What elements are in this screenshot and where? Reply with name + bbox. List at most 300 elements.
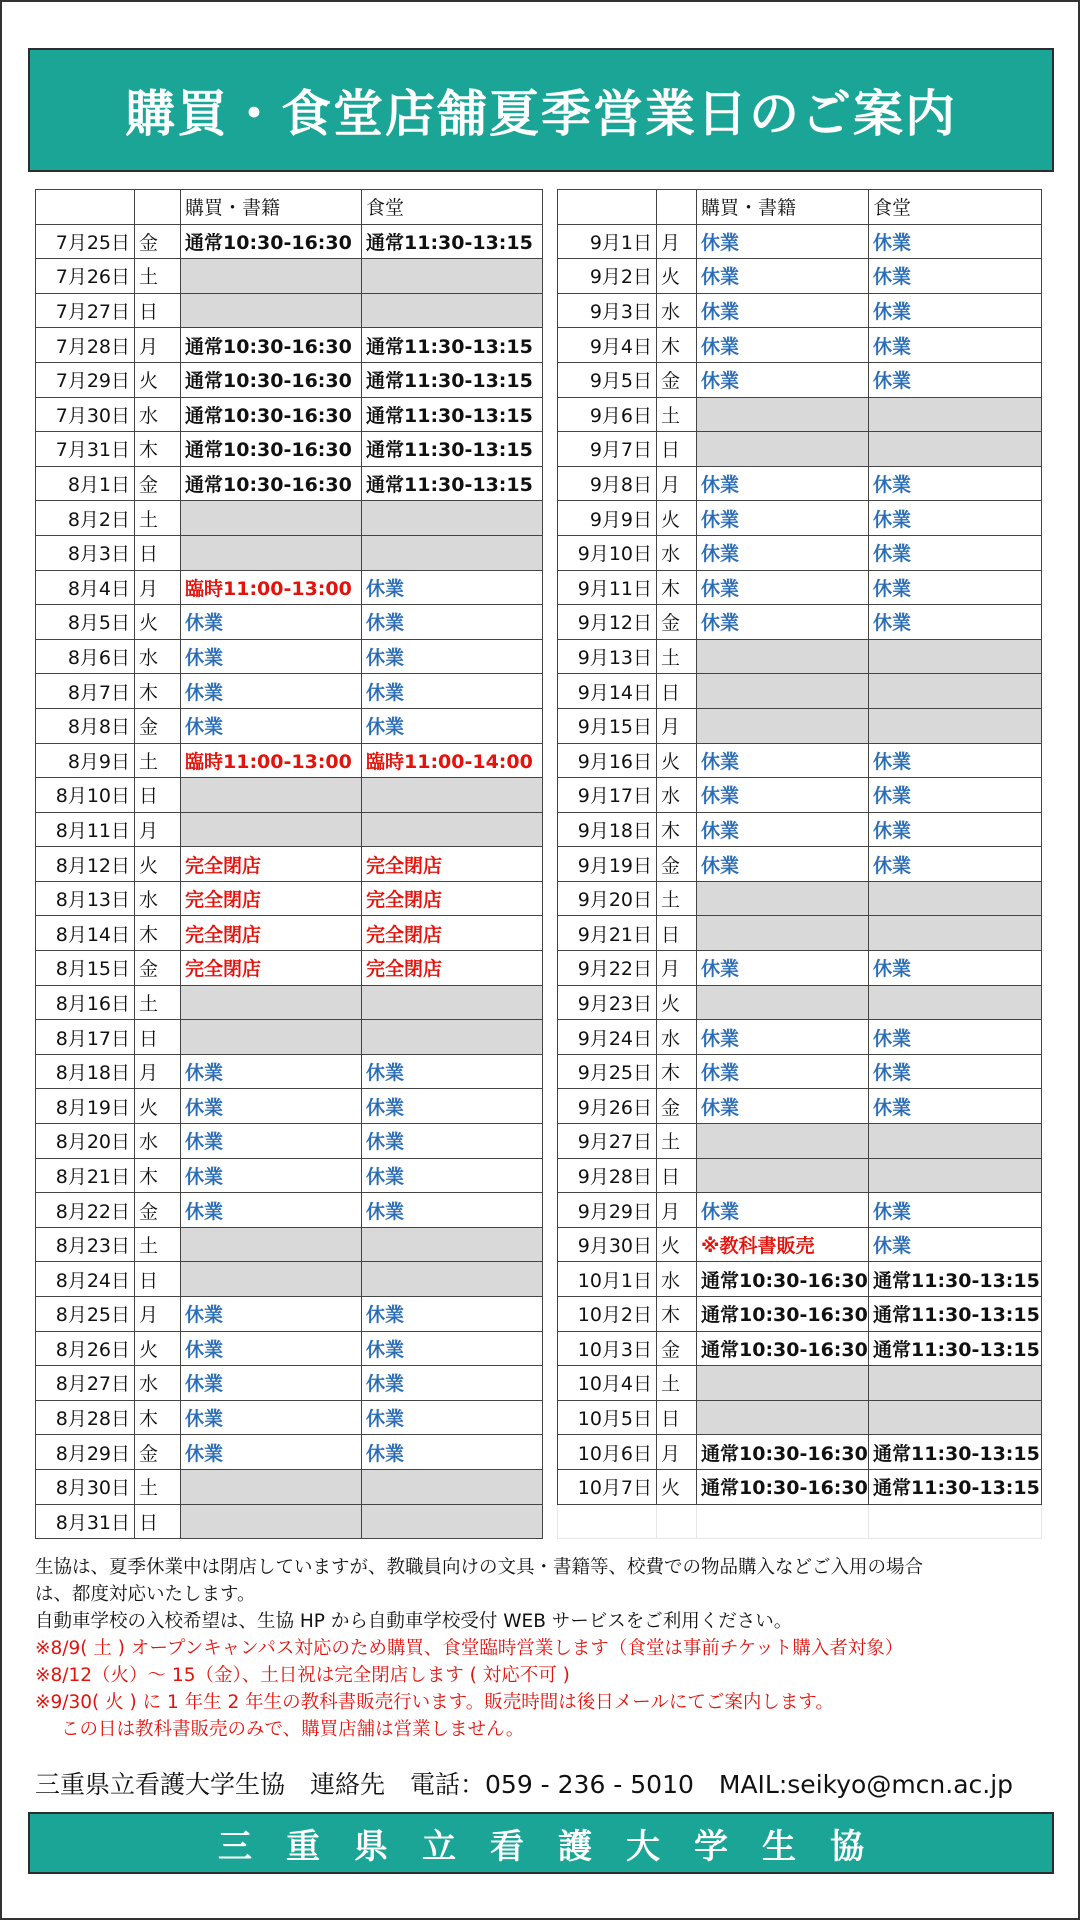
- cafeteria-status-cell: 休業: [362, 1297, 543, 1332]
- shop-status-cell: 休業: [181, 639, 362, 674]
- table-row: [36, 916, 543, 951]
- empty-row: [558, 1504, 1042, 1539]
- weekday-cell: 火: [135, 605, 181, 640]
- shop-status-cell: 休業: [697, 951, 869, 986]
- date-cell: 10月5日: [558, 1400, 657, 1435]
- weekday-cell: 土: [135, 743, 181, 778]
- table-row: [36, 847, 543, 882]
- date-cell: 9月13日: [558, 639, 657, 674]
- empty-cell: [558, 1504, 657, 1539]
- table-row: [558, 1193, 1042, 1228]
- weekday-cell: 水: [657, 293, 697, 328]
- date-cell: 9月22日: [558, 951, 657, 986]
- weekday-cell: 水: [657, 1020, 697, 1055]
- weekday-cell: 月: [657, 1193, 697, 1228]
- cafeteria-status-cell: 休業: [362, 1331, 543, 1366]
- shop-status-cell: 休業: [697, 501, 869, 536]
- table-row: [36, 985, 543, 1020]
- weekday-cell: 金: [135, 951, 181, 986]
- weekday-cell: 月: [135, 1054, 181, 1089]
- weekday-cell: 月: [135, 570, 181, 605]
- date-cell: 8月9日: [36, 743, 135, 778]
- weekday-cell: 月: [135, 1297, 181, 1332]
- weekday-cell: 土: [135, 501, 181, 536]
- cafeteria-status-cell: [362, 535, 543, 570]
- shop-status-cell: 休業: [697, 328, 869, 363]
- cafeteria-status-cell: 休業: [362, 1158, 543, 1193]
- weekday-cell: 土: [657, 639, 697, 674]
- shop-status-cell: [697, 1400, 869, 1435]
- table-header-row: [558, 190, 1042, 225]
- table-row: [36, 1124, 543, 1159]
- shop-status-cell: 休業: [181, 1331, 362, 1366]
- date-cell: 8月19日: [36, 1089, 135, 1124]
- cafeteria-status-cell: [362, 1020, 543, 1055]
- date-cell: 9月2日: [558, 259, 657, 294]
- date-cell: 9月25日: [558, 1054, 657, 1089]
- cafeteria-status-cell: 通常11:30-13:15: [362, 397, 543, 432]
- weekday-cell: 月: [657, 708, 697, 743]
- date-cell: 7月25日: [36, 224, 135, 259]
- date-cell: 9月10日: [558, 535, 657, 570]
- date-cell: 9月15日: [558, 708, 657, 743]
- shop-status-cell: 休業: [181, 708, 362, 743]
- weekday-cell: 木: [657, 328, 697, 363]
- shop-status-cell: 通常10:30-16:30: [181, 432, 362, 467]
- cafeteria-status-cell: 休業: [869, 1020, 1042, 1055]
- date-cell: 8月24日: [36, 1262, 135, 1297]
- date-cell: 8月26日: [36, 1331, 135, 1366]
- cafeteria-status-cell: 完全閉店: [362, 951, 543, 986]
- shop-status-cell: [697, 881, 869, 916]
- cafeteria-status-cell: 休業: [869, 224, 1042, 259]
- weekday-cell: 金: [135, 708, 181, 743]
- cafeteria-status-cell: 休業: [869, 466, 1042, 501]
- table-row: [558, 778, 1042, 813]
- table-header-row: [36, 190, 543, 225]
- table-row: [36, 362, 543, 397]
- table-row: [558, 1054, 1042, 1089]
- cafeteria-status-cell: 休業: [869, 812, 1042, 847]
- table-row: [558, 362, 1042, 397]
- date-cell: 8月23日: [36, 1227, 135, 1262]
- contact-info: 三重県立看護大学生協 連絡先 電話：059 - 236 - 5010 MAIL:seikyo@mcn.ac.jp: [35, 1770, 1014, 1799]
- date-cell: 9月24日: [558, 1020, 657, 1055]
- date-cell: 7月28日: [36, 328, 135, 363]
- cafeteria-status-cell: [869, 708, 1042, 743]
- table-row: [36, 1504, 543, 1539]
- shop-status-cell: [181, 259, 362, 294]
- table-row: [36, 881, 543, 916]
- weekday-cell: 日: [657, 674, 697, 709]
- header-shop: 購買・書籍: [697, 190, 869, 225]
- date-cell: 9月11日: [558, 570, 657, 605]
- shop-status-cell: 休業: [697, 1020, 869, 1055]
- table-row: [36, 639, 543, 674]
- cafeteria-status-cell: 休業: [362, 639, 543, 674]
- table-row: [36, 1054, 543, 1089]
- cafeteria-status-cell: [362, 812, 543, 847]
- shop-status-cell: 休業: [697, 362, 869, 397]
- weekday-cell: 月: [657, 466, 697, 501]
- table-row: [558, 674, 1042, 709]
- weekday-cell: 金: [135, 1435, 181, 1470]
- weekday-cell: 日: [657, 1400, 697, 1435]
- table-row: [36, 293, 543, 328]
- table-row: [558, 397, 1042, 432]
- cafeteria-status-cell: 休業: [869, 1227, 1042, 1262]
- shop-status-cell: 休業: [697, 847, 869, 882]
- weekday-cell: 水: [657, 778, 697, 813]
- date-cell: 8月10日: [36, 778, 135, 813]
- cafeteria-status-cell: [362, 1262, 543, 1297]
- cafeteria-status-cell: 休業: [362, 570, 543, 605]
- weekday-cell: 火: [657, 1227, 697, 1262]
- shop-status-cell: [181, 535, 362, 570]
- weekday-cell: 火: [657, 985, 697, 1020]
- table-row: [36, 1331, 543, 1366]
- shop-status-cell: 臨時11:00-13:00: [181, 570, 362, 605]
- date-cell: 8月29日: [36, 1435, 135, 1470]
- table-row: [558, 1297, 1042, 1332]
- table-row: [558, 1124, 1042, 1159]
- date-cell: 8月27日: [36, 1366, 135, 1401]
- shop-status-cell: 休業: [697, 259, 869, 294]
- shop-status-cell: [697, 432, 869, 467]
- table-row: [558, 466, 1042, 501]
- table-row: [558, 293, 1042, 328]
- weekday-cell: 木: [135, 432, 181, 467]
- date-cell: 8月12日: [36, 847, 135, 882]
- title-banner: [28, 48, 1054, 172]
- date-cell: 8月13日: [36, 881, 135, 916]
- cafeteria-status-cell: 通常11:30-13:15: [362, 362, 543, 397]
- date-cell: 8月30日: [36, 1469, 135, 1504]
- table-row: [558, 224, 1042, 259]
- note-line: 自動車学校の入校希望は、生協 HP から自動車学校受付 WEB サービスをご利用ください。: [35, 1611, 793, 1632]
- date-cell: 9月19日: [558, 847, 657, 882]
- shop-status-cell: ※教科書販売: [697, 1227, 869, 1262]
- table-row: [36, 1020, 543, 1055]
- cafeteria-status-cell: [869, 1158, 1042, 1193]
- date-cell: 7月29日: [36, 362, 135, 397]
- date-cell: 8月5日: [36, 605, 135, 640]
- table-row: [558, 1262, 1042, 1297]
- table-row: [558, 501, 1042, 536]
- cafeteria-status-cell: [869, 985, 1042, 1020]
- table-row: [36, 1227, 543, 1262]
- shop-status-cell: 休業: [697, 466, 869, 501]
- weekday-cell: 月: [135, 328, 181, 363]
- header-cafeteria: 食堂: [869, 190, 1042, 225]
- header-date: [558, 190, 657, 225]
- empty-cell: [869, 1504, 1042, 1539]
- weekday-cell: 土: [657, 1124, 697, 1159]
- date-cell: 10月6日: [558, 1435, 657, 1470]
- shop-status-cell: 通常10:30-16:30: [181, 224, 362, 259]
- shop-status-cell: 休業: [181, 1054, 362, 1089]
- table-row: [36, 570, 543, 605]
- date-cell: 9月6日: [558, 397, 657, 432]
- cafeteria-status-cell: [362, 259, 543, 294]
- date-cell: 7月26日: [36, 259, 135, 294]
- cafeteria-status-cell: 休業: [362, 605, 543, 640]
- table-row: [36, 501, 543, 536]
- table-row: [36, 466, 543, 501]
- cafeteria-status-cell: 休業: [362, 708, 543, 743]
- footer-org-name: 三重県立看護大学生協: [218, 1826, 898, 1867]
- table-row: [36, 743, 543, 778]
- shop-status-cell: [697, 985, 869, 1020]
- date-cell: 8月7日: [36, 674, 135, 709]
- table-row: [558, 847, 1042, 882]
- table-row: [36, 674, 543, 709]
- date-cell: 9月28日: [558, 1158, 657, 1193]
- weekday-cell: 土: [135, 985, 181, 1020]
- weekday-cell: 日: [135, 293, 181, 328]
- weekday-cell: 日: [657, 1158, 697, 1193]
- date-cell: 8月21日: [36, 1158, 135, 1193]
- table-row: [558, 1158, 1042, 1193]
- weekday-cell: 土: [657, 1366, 697, 1401]
- weekday-cell: 水: [657, 1262, 697, 1297]
- date-cell: 9月18日: [558, 812, 657, 847]
- cafeteria-status-cell: 休業: [869, 328, 1042, 363]
- shop-status-cell: 休業: [697, 293, 869, 328]
- cafeteria-status-cell: [362, 985, 543, 1020]
- date-cell: 9月21日: [558, 916, 657, 951]
- weekday-cell: 日: [657, 916, 697, 951]
- weekday-cell: 火: [657, 259, 697, 294]
- date-cell: 9月20日: [558, 881, 657, 916]
- date-cell: 8月25日: [36, 1297, 135, 1332]
- cafeteria-status-cell: [362, 501, 543, 536]
- weekday-cell: 日: [135, 1020, 181, 1055]
- shop-status-cell: 臨時11:00-13:00: [181, 743, 362, 778]
- table-row: [36, 778, 543, 813]
- notes-section: [35, 1554, 1050, 1743]
- table-row: [558, 570, 1042, 605]
- cafeteria-status-cell: 休業: [869, 1089, 1042, 1124]
- shop-status-cell: 完全閉店: [181, 847, 362, 882]
- shop-status-cell: [697, 916, 869, 951]
- cafeteria-status-cell: [362, 1469, 543, 1504]
- cafeteria-status-cell: 休業: [362, 1193, 543, 1228]
- cafeteria-status-cell: 休業: [869, 501, 1042, 536]
- shop-status-cell: 通常10:30-16:30: [181, 397, 362, 432]
- shop-status-cell: 通常10:30-16:30: [181, 328, 362, 363]
- schedule-table-left: [35, 189, 543, 1539]
- cafeteria-status-cell: 休業: [869, 1193, 1042, 1228]
- weekday-cell: 火: [135, 1089, 181, 1124]
- footer-banner: [28, 1812, 1054, 1874]
- cafeteria-status-cell: 休業: [869, 259, 1042, 294]
- date-cell: 10月2日: [558, 1297, 657, 1332]
- weekday-cell: 金: [657, 605, 697, 640]
- shop-status-cell: 通常10:30-16:30: [697, 1331, 869, 1366]
- date-cell: 8月28日: [36, 1400, 135, 1435]
- cafeteria-status-cell: 休業: [869, 570, 1042, 605]
- weekday-cell: 日: [135, 535, 181, 570]
- table-row: [36, 259, 543, 294]
- note-line: は、都度対応いたします。: [35, 1584, 256, 1605]
- weekday-cell: 火: [657, 743, 697, 778]
- date-cell: 7月30日: [36, 397, 135, 432]
- table-row: [558, 1331, 1042, 1366]
- shop-status-cell: 完全閉店: [181, 881, 362, 916]
- weekday-cell: 木: [657, 1297, 697, 1332]
- date-cell: 9月4日: [558, 328, 657, 363]
- cafeteria-status-cell: [869, 1366, 1042, 1401]
- weekday-cell: 金: [135, 224, 181, 259]
- date-cell: 8月18日: [36, 1054, 135, 1089]
- table-row: [36, 1193, 543, 1228]
- cafeteria-status-cell: 臨時11:00-14:00: [362, 743, 543, 778]
- header-cafeteria: 食堂: [362, 190, 543, 225]
- shop-status-cell: [181, 293, 362, 328]
- date-cell: 9月7日: [558, 432, 657, 467]
- shop-status-cell: 休業: [697, 570, 869, 605]
- table-row: [36, 1158, 543, 1193]
- date-cell: 8月11日: [36, 812, 135, 847]
- weekday-cell: 金: [657, 1089, 697, 1124]
- cafeteria-status-cell: [869, 639, 1042, 674]
- table-row: [558, 639, 1042, 674]
- table-row: [558, 1400, 1042, 1435]
- date-cell: 10月7日: [558, 1469, 657, 1504]
- cafeteria-status-cell: [869, 881, 1042, 916]
- weekday-cell: 土: [135, 1227, 181, 1262]
- shop-status-cell: [697, 397, 869, 432]
- cafeteria-status-cell: 通常11:30-13:15: [869, 1331, 1042, 1366]
- shop-status-cell: [181, 501, 362, 536]
- cafeteria-status-cell: 休業: [869, 951, 1042, 986]
- weekday-cell: 水: [135, 1366, 181, 1401]
- note-line: 生協は、夏季休業中は閉店していますが、教職員向けの文具・書籍等、校費での物品購入などご入用の場合: [35, 1557, 924, 1578]
- table-row: [36, 1435, 543, 1470]
- date-cell: 7月31日: [36, 432, 135, 467]
- weekday-cell: 木: [135, 1158, 181, 1193]
- cafeteria-status-cell: 休業: [362, 1124, 543, 1159]
- cafeteria-status-cell: 休業: [869, 605, 1042, 640]
- shop-status-cell: 休業: [181, 605, 362, 640]
- shop-status-cell: 休業: [697, 535, 869, 570]
- date-cell: 9月26日: [558, 1089, 657, 1124]
- weekday-cell: 水: [657, 535, 697, 570]
- shop-status-cell: 休業: [697, 812, 869, 847]
- shop-status-cell: [181, 812, 362, 847]
- cafeteria-status-cell: 通常11:30-13:15: [362, 466, 543, 501]
- note-textbook-sale: ※9/30( 火 ) に 1 年生 2 年生の教科書販売行います。販売時間は後日メールにてご案内します。: [35, 1692, 834, 1713]
- cafeteria-status-cell: 完全閉店: [362, 881, 543, 916]
- table-row: [36, 1089, 543, 1124]
- shop-status-cell: [697, 1366, 869, 1401]
- shop-status-cell: 休業: [697, 224, 869, 259]
- shop-status-cell: 休業: [697, 1193, 869, 1228]
- shop-status-cell: [181, 1227, 362, 1262]
- cafeteria-status-cell: 完全閉店: [362, 847, 543, 882]
- shop-status-cell: [181, 1469, 362, 1504]
- weekday-cell: 土: [657, 397, 697, 432]
- cafeteria-status-cell: 休業: [869, 1054, 1042, 1089]
- date-cell: 9月9日: [558, 501, 657, 536]
- date-cell: 10月3日: [558, 1331, 657, 1366]
- date-cell: 9月14日: [558, 674, 657, 709]
- header-date: [36, 190, 135, 225]
- table-row: [558, 1435, 1042, 1470]
- shop-status-cell: 休業: [181, 1124, 362, 1159]
- cafeteria-status-cell: 休業: [362, 1089, 543, 1124]
- weekday-cell: 月: [657, 1435, 697, 1470]
- weekday-cell: 金: [657, 362, 697, 397]
- date-cell: 9月12日: [558, 605, 657, 640]
- cafeteria-status-cell: [869, 674, 1042, 709]
- weekday-cell: 木: [135, 916, 181, 951]
- cafeteria-status-cell: 休業: [869, 778, 1042, 813]
- table-row: [36, 397, 543, 432]
- cafeteria-status-cell: [362, 293, 543, 328]
- shop-status-cell: [697, 639, 869, 674]
- cafeteria-status-cell: 休業: [362, 1366, 543, 1401]
- cafeteria-status-cell: 休業: [869, 293, 1042, 328]
- weekday-cell: 日: [657, 432, 697, 467]
- table-row: [558, 1469, 1042, 1504]
- shop-status-cell: 完全閉店: [181, 951, 362, 986]
- weekday-cell: 土: [135, 259, 181, 294]
- weekday-cell: 土: [657, 881, 697, 916]
- weekday-cell: 金: [135, 1193, 181, 1228]
- shop-status-cell: [181, 1504, 362, 1539]
- cafeteria-status-cell: 休業: [362, 1435, 543, 1470]
- date-cell: 8月4日: [36, 570, 135, 605]
- shop-status-cell: 休業: [181, 674, 362, 709]
- date-cell: 8月14日: [36, 916, 135, 951]
- weekday-cell: 水: [135, 881, 181, 916]
- table-row: [36, 224, 543, 259]
- shop-status-cell: [181, 778, 362, 813]
- note-open-campus: ※8/9( 土 ) オープンキャンパス対応のため購買、食堂臨時営業します（食堂は事前チケット購入者対象）: [35, 1638, 904, 1659]
- cafeteria-status-cell: 休業: [869, 847, 1042, 882]
- weekday-cell: 月: [657, 224, 697, 259]
- date-cell: 9月16日: [558, 743, 657, 778]
- cafeteria-status-cell: [869, 1400, 1042, 1435]
- weekday-cell: 木: [657, 812, 697, 847]
- date-cell: 8月31日: [36, 1504, 135, 1539]
- date-cell: 9月23日: [558, 985, 657, 1020]
- shop-status-cell: 休業: [181, 1297, 362, 1332]
- date-cell: 10月1日: [558, 1262, 657, 1297]
- date-cell: 9月1日: [558, 224, 657, 259]
- date-cell: 7月27日: [36, 293, 135, 328]
- cafeteria-status-cell: 休業: [869, 535, 1042, 570]
- shop-status-cell: [181, 985, 362, 1020]
- cafeteria-status-cell: 通常11:30-13:15: [869, 1297, 1042, 1332]
- empty-cell: [697, 1504, 869, 1539]
- page-title: 購買・食堂店舗夏季営業日のご案内: [125, 85, 957, 143]
- date-cell: 8月17日: [36, 1020, 135, 1055]
- schedule-table-right: [557, 189, 1042, 1539]
- weekday-cell: 木: [135, 1400, 181, 1435]
- cafeteria-status-cell: 休業: [362, 1400, 543, 1435]
- shop-status-cell: [697, 1158, 869, 1193]
- table-row: [36, 1366, 543, 1401]
- table-row: [36, 535, 543, 570]
- shop-status-cell: 休業: [181, 1158, 362, 1193]
- header-weekday: [657, 190, 697, 225]
- table-row: [558, 535, 1042, 570]
- weekday-cell: 月: [135, 812, 181, 847]
- table-row: [558, 985, 1042, 1020]
